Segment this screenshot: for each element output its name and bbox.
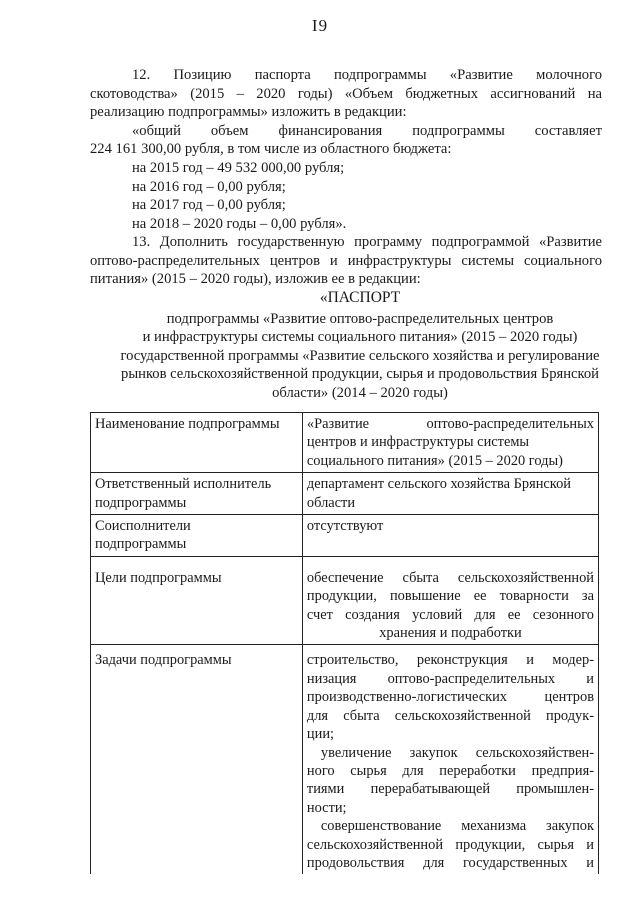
row-value-name (302, 413, 598, 473)
cell-text: ности; (306, 799, 347, 816)
cell-text: увеличение закупок сельскохозяйствен- (320, 744, 594, 761)
item-12-line-2: скотоводства» (2015 – 2020 годы) «Объем бюджетных ассигнований на (90, 85, 602, 102)
table-row (91, 473, 599, 515)
cell-text: совершенствование механизма закупок (320, 818, 594, 835)
row-value-tasks (302, 645, 598, 874)
row-label-executor (91, 473, 303, 515)
item-13 (90, 233, 602, 289)
cell-text: хранения и подработки (379, 625, 522, 642)
cell-text: Ответственный исполнитель (95, 476, 272, 493)
passport-table (90, 412, 599, 874)
cell-text: счет создания условий для ее сезонного (306, 606, 594, 623)
item-13-line-3: питания» (2015 – 2020 годы), изложив ее в редакции: (90, 271, 421, 288)
row-label-name (91, 413, 303, 473)
row-value-goals (302, 556, 598, 645)
item-12 (90, 66, 602, 233)
passport-subtitle-line: рынков сельскохозяйственной продукции, сырья и продовольствия Брянской (121, 366, 599, 383)
cell-text: подпрограммы (95, 536, 187, 553)
cell-text: центров и инфраструктуры системы (306, 434, 530, 451)
item-12-quote-line-1: «общий объем финансирования подпрограммы составляет (132, 122, 602, 139)
passport-subtitle-line: и инфраструктуры системы социального питания» (2015 – 2020 годы) (142, 329, 578, 346)
cell-text: ного сырья для переработки предприя- (306, 762, 594, 779)
cell-text: социального питания» (2015 – 2020 годы) (306, 452, 563, 469)
table-row (91, 645, 599, 874)
item-12-year-2018-2020: на 2018 – 2020 годы – 0,00 рубля». (132, 215, 347, 232)
cell-text: низация оптово-распределительных и (306, 670, 594, 687)
row-value-executor (302, 473, 598, 515)
item-12-line-3: реализацию подпрограммы» изложить в редакции: (90, 104, 407, 121)
passport-heading (110, 289, 610, 403)
item-12-year-2016: на 2016 год – 0,00 рубля; (132, 178, 286, 195)
passport-subtitle-line: области» (2014 – 2020 годы) (272, 384, 448, 401)
cell-text: Цели подпрограммы (95, 569, 222, 586)
table-row (91, 515, 599, 557)
cell-text: ции; (306, 726, 335, 743)
cell-text: для сбыта сельскохозяйственной продук- (306, 707, 594, 724)
cell-text: сельскохозяйственной продукции, сырья и (306, 836, 594, 853)
cell-text: отсутствуют (306, 518, 384, 535)
cell-text: Задачи подпрограммы (95, 652, 232, 669)
item-13-line-2: оптово-распределительных центров и инфраструктуры системы социального (90, 252, 602, 269)
cell-text: производственно-логистических центров (306, 689, 594, 706)
row-label-tasks (91, 645, 303, 874)
cell-text: обеспечение сбыта сельскохозяйственной (306, 569, 594, 586)
passport-subtitle-line: государственной программы «Развитие сельского хозяйства и регулирование (120, 347, 600, 364)
cell-text: «Развитие оптово-распределительных (306, 416, 594, 432)
cell-text: подпрограммы (95, 494, 187, 511)
cell-text: департамент сельского хозяйства Брянской (306, 476, 571, 493)
row-value-co-executors (302, 515, 598, 557)
passport-subtitle-line: подпрограммы «Развитие оптово-распределительных центров (166, 310, 554, 327)
table-row (91, 413, 599, 473)
cell-text: Наименование подпрограммы (95, 416, 280, 432)
cell-text: области (306, 494, 356, 511)
item-13-line-1: 13. Дополнить государственную программу подпрограммой «Развитие (132, 234, 602, 250)
item-12-year-2017: на 2017 год – 0,00 рубля; (132, 197, 286, 214)
cell-text: продовольствия для государственных и (306, 854, 594, 871)
table-row (91, 556, 599, 645)
passport-title: «ПАСПОРТ (319, 289, 401, 306)
item-12-quote-line-2: 224 161 300,00 рубля, в том числе из областного бюджета: (90, 141, 452, 158)
cell-text: продукции, повышение ее товарности за (306, 588, 594, 605)
cell-text: тиями перерабатывающей промышлен- (306, 781, 594, 798)
row-label-goals (91, 556, 303, 645)
row-label-co-executors (91, 515, 303, 557)
cell-text: строительство, реконструкция и модер- (306, 652, 594, 669)
cell-text: Соисполнители (95, 518, 191, 535)
item-12-year-2015: на 2015 год – 49 532 000,00 рубля; (132, 159, 345, 176)
item-12-line-1: 12. Позицию паспорта подпрограммы «Развитие молочного (132, 67, 602, 83)
page-number: I9 (311, 16, 329, 35)
